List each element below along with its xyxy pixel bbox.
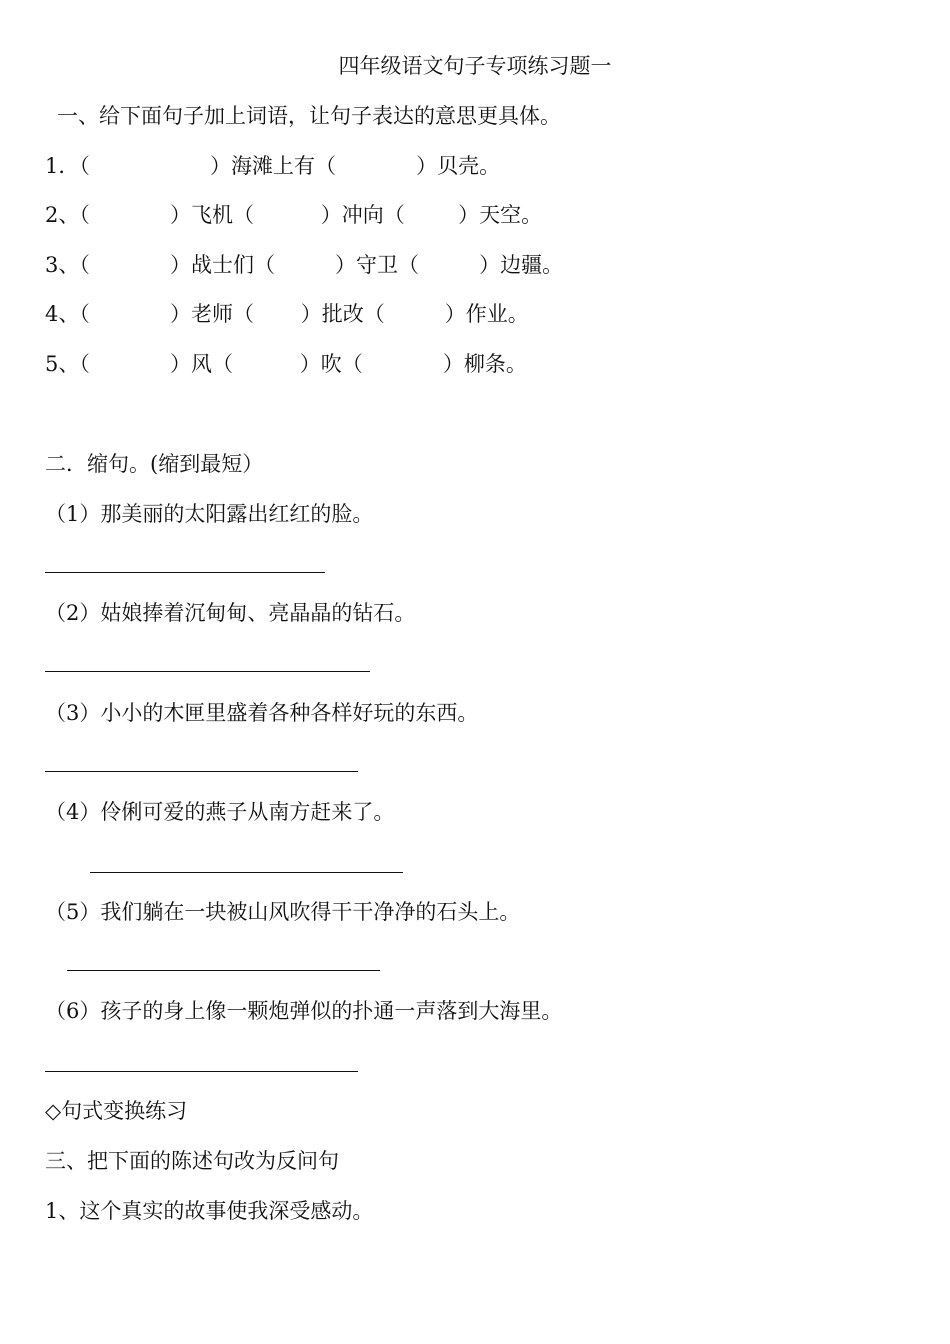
fill-in-item-1: 1．（ ）海滩上有（ ）贝壳。 <box>45 154 501 178</box>
answer-line-2 <box>45 671 370 672</box>
fill-in-item-5: 5、（ ）风（ ）吹（ ）柳条。 <box>45 352 527 376</box>
section3-heading: 三、把下面的陈述句改为反问句 <box>45 1149 339 1173</box>
shorten-item-6: （6）孩子的身上像一颗炮弹似的扑通一声落到大海里。 <box>45 999 563 1023</box>
shorten-item-1: （1）那美丽的太阳露出红红的脸。 <box>45 502 374 526</box>
answer-line-4 <box>90 872 403 873</box>
answer-line-5 <box>67 970 380 971</box>
fill-in-item-4: 4、（ ）老师（ ）批改（ ）作业。 <box>45 302 529 326</box>
answer-line-1 <box>45 572 325 573</box>
practice-subheading: ◇句式变换练习 <box>45 1099 188 1123</box>
shorten-item-4: （4）伶俐可爱的燕子从南方赶来了。 <box>45 800 395 824</box>
fill-in-item-2: 2、（ ）飞机（ ）冲向（ ）天空。 <box>45 203 543 227</box>
page-title: 四年级语文句子专项练习题一 <box>338 54 612 78</box>
answer-line-6 <box>45 1071 358 1072</box>
shorten-item-3: （3）小小的木匣里盛着各种各样好玩的东西。 <box>45 701 479 725</box>
section1-heading: 一、给下面句子加上词语，让句子表达的意思更具体。 <box>57 104 561 128</box>
shorten-item-2: （2）姑娘捧着沉甸甸、亮晶晶的钻石。 <box>45 601 416 625</box>
answer-line-3 <box>45 771 358 772</box>
fill-in-item-3: 3、（ ）战士们（ ）守卫（ ）边疆。 <box>45 253 564 277</box>
section2-heading: 二．缩句。(缩到最短） <box>45 452 264 476</box>
shorten-item-5: （5）我们躺在一块被山风吹得干干净净的石头上。 <box>45 900 521 924</box>
rhetorical-item-1: 1、这个真实的故事使我深受感动。 <box>45 1199 374 1223</box>
